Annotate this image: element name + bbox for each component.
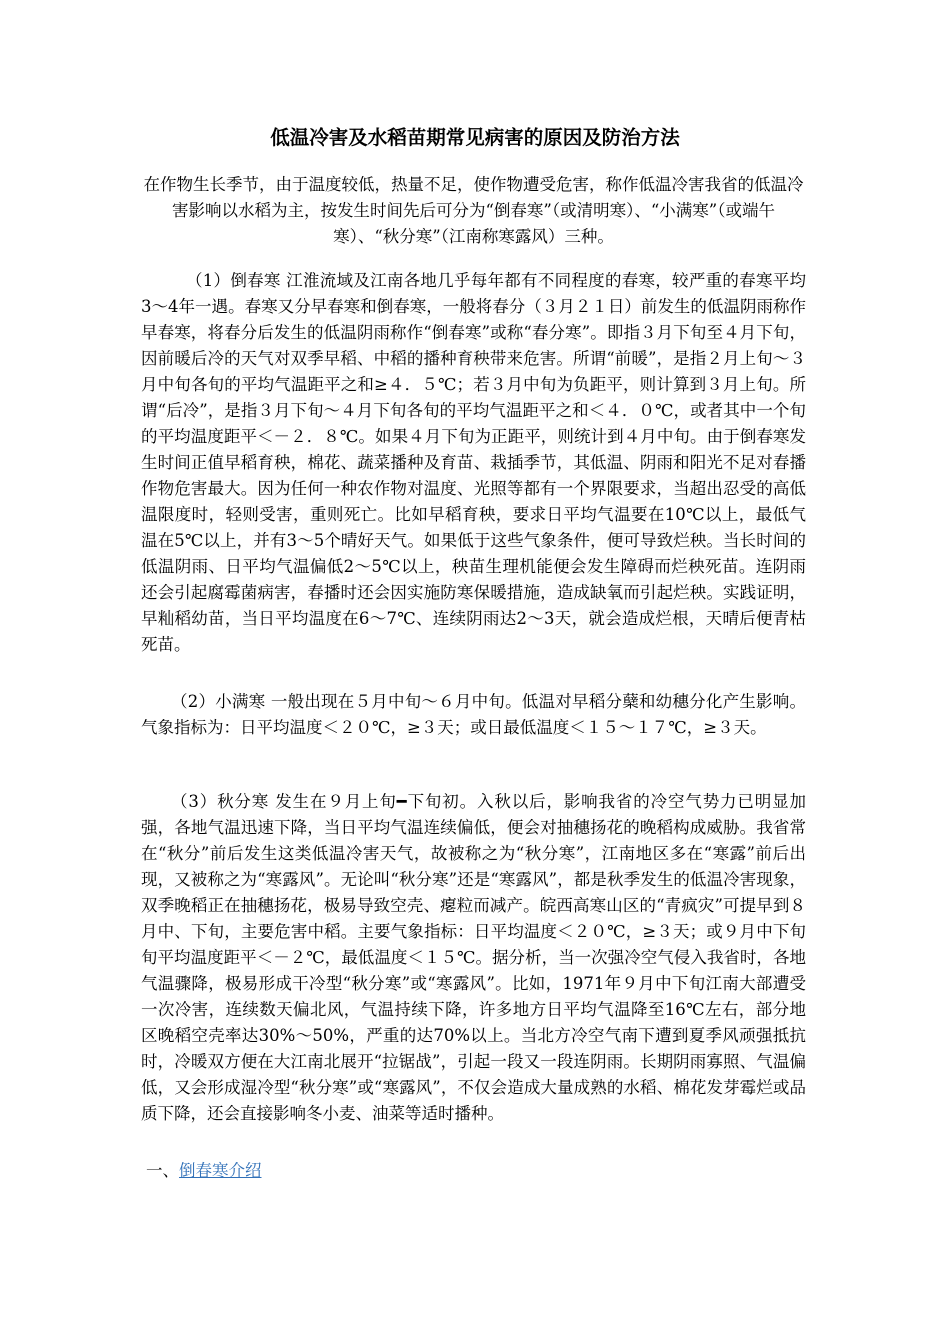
document-title: 低温冷害及水稻苗期常见病害的原因及防治方法 [270, 126, 680, 149]
paragraph-autumn-cold: （3）秋分寒 发生在９月上旬━下旬初。入秋以后，影响我省的冷空气势力已明显加强，各地气温迅速下降，当日平均气温连续偏低，便会对抽穗扬花的晚稻构成威胁。我省常在“秋分”前后发生这类低温冷害天气，故被称之为“秋分寒”，江南地区多在“寒露”前后出现，又被称之为“寒露风”。无论叫“秋分寒”还是“寒露风”，都是秋季发生的低温冷害现象，双季晚稻正在抽穗扬花，极易导致空壳、瘪粒而减产。皖西高寒山区的“青疯灾”可提早到８月中、下旬，主要危害中稻。主要气象指标：日平均温度＜２０℃，≥３天；或９月中下旬旬平均温度距平＜－２℃，最低温度＜１５℃。据分析，当一次强冷空气侵入我省时，各地气温骤降，极易形成干冷型“秋分寒”或“寒露风”。比如，1971年９月中下旬江南大部遭受一次冷害，连续数天偏北风，气温持续下降，许多地方日平均气温降至16℃左右，部分地区晚稻空壳率达30%～50%，严重的达70%以上。当北方冷空气南下遭到夏季风顽强抵抗时，冷暖双方便在大江南北展开“拉锯战”，引起一段又一段连阴雨。长期阴雨寡照、气温偏低，又会形成湿冷型“秋分寒”或“寒露风”，不仅会造成大量成熟的水稻、棉花发芽霉烂或品质下降，还会直接影响冬小麦、油菜等适时播种。 [141, 792, 806, 1123]
intro-paragraph: 在作物生长季节，由于温度较低，热量不足，使作物遭受危害，称作低温冷害我省的低温冷害影响以水稻为主，按发生时间先后可分为“倒春寒”（或清明寒）、“小满寒”（或端午寒）、“秋分寒”（江南称寒露风）三种。 [143, 175, 804, 246]
spring-cold-intro-link[interactable]: 倒春寒介绍 [179, 1161, 262, 1180]
paragraph-xiaoman-cold: （2）小满寒 一般出现在５月中旬～６月中旬。低温对早稻分蘖和幼穗分化产生影响。气象指标为：日平均温度＜２０℃，≥３天；或日最低温度＜１５～１７℃，≥３天。 [141, 692, 806, 737]
section-prefix: 一、 [146, 1161, 179, 1180]
section-heading [146, 1158, 262, 1184]
paragraph-spring-cold: （1）倒春寒 江淮流域及江南各地几乎每年都有不同程度的春寒，较严重的春寒平均3～4年一遇。春寒又分早春寒和倒春寒，一般将春分（３月２１日）前发生的低温阴雨称作早春寒，将春分后发生的低温阴雨称作“倒春寒”或称“春分寒”。即指３月下旬至４月下旬，因前暖后冷的天气对双季早稻、中稻的播种育秧带来危害。所谓“前暖”，是指２月上旬～３月中旬各旬的平均气温距平之和≥４．５℃；若３月中旬为负距平，则计算到３月上旬。所谓“后冷”，是指３月下旬～４月下旬各旬的平均气温距平之和＜４．０℃，或者其中一个旬的平均温度距平＜－２．８℃。如果４月下旬为正距平，则统计到４月中旬。由于倒春寒发生时间正值早稻育秧，棉花、蔬菜播种及育苗、栽插季节，其低温、阴雨和阳光不足对春播作物危害最大。因为任何一种农作物对温度、光照等都有一个界限要求，当超出忍受的高低温限度时，轻则受害，重则死亡。比如早稻育秧，要求日平均气温要在10℃以上，最低气温在5℃以上，并有3～5个晴好天气。如果低于这些气象条件，便可导致烂秧。当长时间的低温阴雨、日平均气温偏低2～5℃以上，秧苗生理机能便会发生障碍而烂秧死苗。连阴雨还会引起腐霉菌病害，春播时还会因实施防寒保暖措施，造成缺氧而引起烂秧。实践证明，早籼稻幼苗，当日平均温度在6～7℃、连续阴雨达2～3天，就会造成烂根，天晴后便青枯死苗。 [141, 271, 806, 654]
